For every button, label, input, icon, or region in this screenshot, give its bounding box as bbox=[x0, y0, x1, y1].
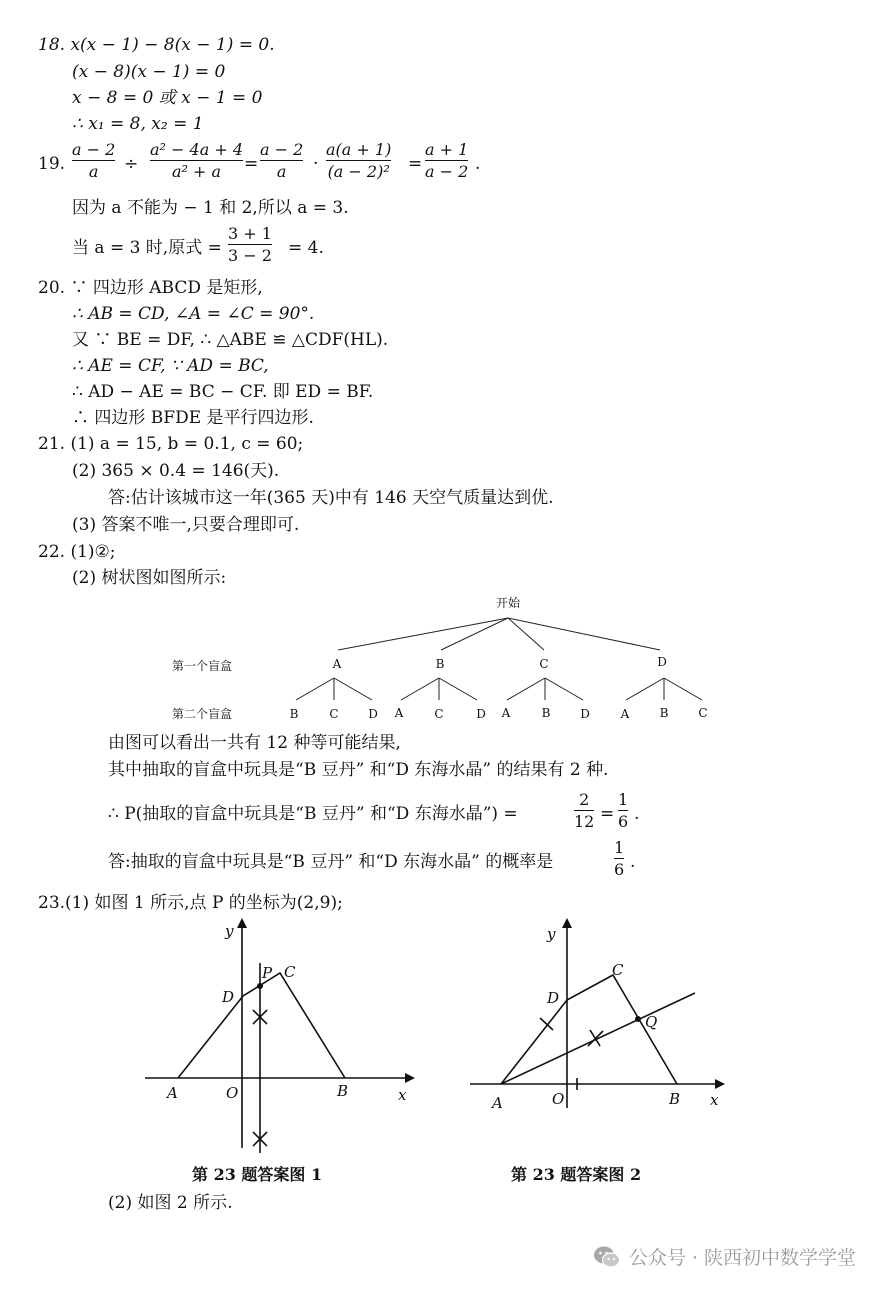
q19-fraction-5: a + 1 a − 2 bbox=[425, 140, 469, 181]
label-y: y bbox=[547, 925, 556, 943]
q20-line-4: ∴ AE = CF, ∵ AD = BC, bbox=[72, 356, 269, 376]
q20-line-3: 又 ∵ BE = DF, ∴ △ABE ≌ △CDF(HL). bbox=[72, 330, 389, 350]
tree-l2-node: D bbox=[580, 707, 590, 721]
label-b: B bbox=[337, 1082, 349, 1100]
label-a: A bbox=[167, 1084, 178, 1102]
figure-2 bbox=[465, 918, 735, 1118]
watermark-text: 公众号 · 陕西初中数学学堂 bbox=[628, 1247, 856, 1269]
q22-period: . bbox=[634, 804, 640, 824]
q21-line-2: (2) 365 × 0.4 = 146(天). bbox=[72, 461, 280, 481]
tree-l2-node: C bbox=[698, 706, 708, 720]
q22-fraction-1: 2 12 bbox=[574, 790, 595, 831]
point-p bbox=[257, 983, 263, 989]
q22-answer-line: 答:抽取的盲盒中玩具是“B 豆丹” 和“D 东海水晶” 的概率是 bbox=[108, 852, 554, 872]
q21-line-4: (3) 答案不唯一,只要合理即可. bbox=[72, 515, 300, 535]
tree-l2-node: A bbox=[394, 706, 404, 720]
q18-line-4: ∴ x₁ = 8, x₂ = 1 bbox=[72, 114, 204, 134]
q19-equals-2: = bbox=[408, 154, 423, 174]
q19-equals-1: = bbox=[244, 154, 259, 174]
figure-2-caption: 第 23 题答案图 2 bbox=[511, 1165, 642, 1184]
tree-row1-label: 第一个盲盒 bbox=[171, 659, 233, 673]
q19-fraction-4: a(a + 1) (a − 2)² bbox=[326, 140, 392, 181]
q19-fraction-2: a² − 4a + 4 a² + a bbox=[150, 140, 244, 181]
q19-result: = 4. bbox=[288, 238, 324, 258]
point-q bbox=[635, 1016, 641, 1022]
tree-l2-node: B bbox=[541, 706, 551, 720]
tree-l2-node: D bbox=[476, 707, 486, 721]
q23-line-2: (2) 如图 2 所示. bbox=[108, 1193, 233, 1213]
label-c: C bbox=[284, 963, 296, 981]
q19-divide-sign: ÷ bbox=[124, 154, 139, 174]
q20-line-6: ∴ 四边形 BFDE 是平行四边形. bbox=[72, 408, 314, 428]
q19-fraction-6: 3 + 1 3 − 2 bbox=[228, 224, 272, 265]
q22-line-3: 由图可以看出一共有 12 种等可能结果, bbox=[108, 733, 401, 753]
tree-row2-label: 第二个盲盒 bbox=[171, 707, 233, 721]
q22-fraction-3: 1 6 bbox=[614, 838, 625, 879]
tree-l2-node: B bbox=[289, 707, 299, 721]
tree-root: 开始 bbox=[495, 596, 521, 610]
q19-line-3: 当 a = 3 时,原式 = bbox=[72, 238, 222, 258]
label-y: y bbox=[225, 922, 234, 940]
wechat-icon bbox=[593, 1245, 621, 1269]
q22-period-2: . bbox=[630, 852, 636, 872]
q20-line-2: ∴ AB = CD, ∠A = ∠C = 90°. bbox=[72, 304, 315, 324]
tree-l1-node: A bbox=[332, 657, 342, 671]
tree-l1-node: B bbox=[435, 657, 445, 671]
q22-line-2: (2) 树状图如图所示: bbox=[72, 568, 227, 588]
watermark bbox=[593, 1243, 856, 1270]
q20-line-1: 20. ∵ 四边形 ABCD 是矩形, bbox=[38, 278, 263, 298]
label-a: A bbox=[492, 1094, 503, 1112]
tree-diagram bbox=[0, 590, 884, 730]
tree-l2-node: C bbox=[329, 707, 339, 721]
label-x: x bbox=[710, 1091, 719, 1109]
label-o: O bbox=[552, 1090, 565, 1108]
label-c: C bbox=[612, 961, 624, 979]
q19-period: . bbox=[475, 154, 481, 174]
q19-dot: · bbox=[313, 154, 319, 174]
bisector-line bbox=[501, 993, 695, 1084]
label-d: D bbox=[222, 988, 235, 1006]
figure-1-caption: 第 23 题答案图 1 bbox=[192, 1165, 323, 1184]
q19-fraction-1: a − 2 a bbox=[72, 140, 116, 181]
q20-line-5: ∴ AD − AE = BC − CF. 即 ED = BF. bbox=[72, 382, 374, 402]
q19-fraction-3: a − 2 a bbox=[260, 140, 304, 181]
label-x: x bbox=[398, 1086, 407, 1104]
tree-l2-node: B bbox=[659, 706, 669, 720]
tree-l1-node: D bbox=[657, 655, 667, 669]
q18-line-3: x − 8 = 0 或 x − 1 = 0 bbox=[72, 88, 263, 108]
q22-line-1: 22. (1)②; bbox=[38, 542, 116, 562]
tree-l2-node: A bbox=[620, 707, 630, 721]
q23-line-1: 23.(1) 如图 1 所示,点 P 的坐标为(2,9); bbox=[38, 893, 343, 913]
q21-line-3: 答:估计该城市这一年(365 天)中有 146 天空气质量达到优. bbox=[108, 488, 554, 508]
q19-line-2: 因为 a 不能为 − 1 和 2,所以 a = 3. bbox=[72, 198, 349, 218]
q22-line-4: 其中抽取的盲盒中玩具是“B 豆丹” 和“D 东海水晶” 的结果有 2 种. bbox=[108, 760, 609, 780]
label-q: Q bbox=[645, 1013, 658, 1031]
q22-fraction-2: 1 6 bbox=[618, 790, 629, 831]
q19-number: 19. bbox=[38, 154, 66, 174]
label-b: B bbox=[669, 1090, 681, 1108]
quadrilateral-abcd bbox=[178, 973, 345, 1078]
tree-l2-node: A bbox=[501, 706, 511, 720]
tree-l2-node: D bbox=[368, 707, 378, 721]
figure-1 bbox=[135, 918, 425, 1153]
q21-line-1: 21. (1) a = 15, b = 0.1, c = 60; bbox=[38, 434, 304, 454]
q22-probability-line: ∴ P(抽取的盲盒中玩具是“B 豆丹” 和“D 东海水晶”) = bbox=[108, 804, 518, 824]
tree-l1-node: C bbox=[539, 657, 549, 671]
q22-equals: = bbox=[600, 804, 615, 824]
q18-line-1: 18. x(x − 1) − 8(x − 1) = 0. bbox=[38, 35, 275, 55]
q18-line-2: (x − 8)(x − 1) = 0 bbox=[72, 62, 226, 82]
label-o: O bbox=[226, 1084, 239, 1102]
label-d: D bbox=[547, 989, 560, 1007]
tree-l2-node: C bbox=[434, 707, 444, 721]
label-p: P bbox=[262, 964, 273, 982]
